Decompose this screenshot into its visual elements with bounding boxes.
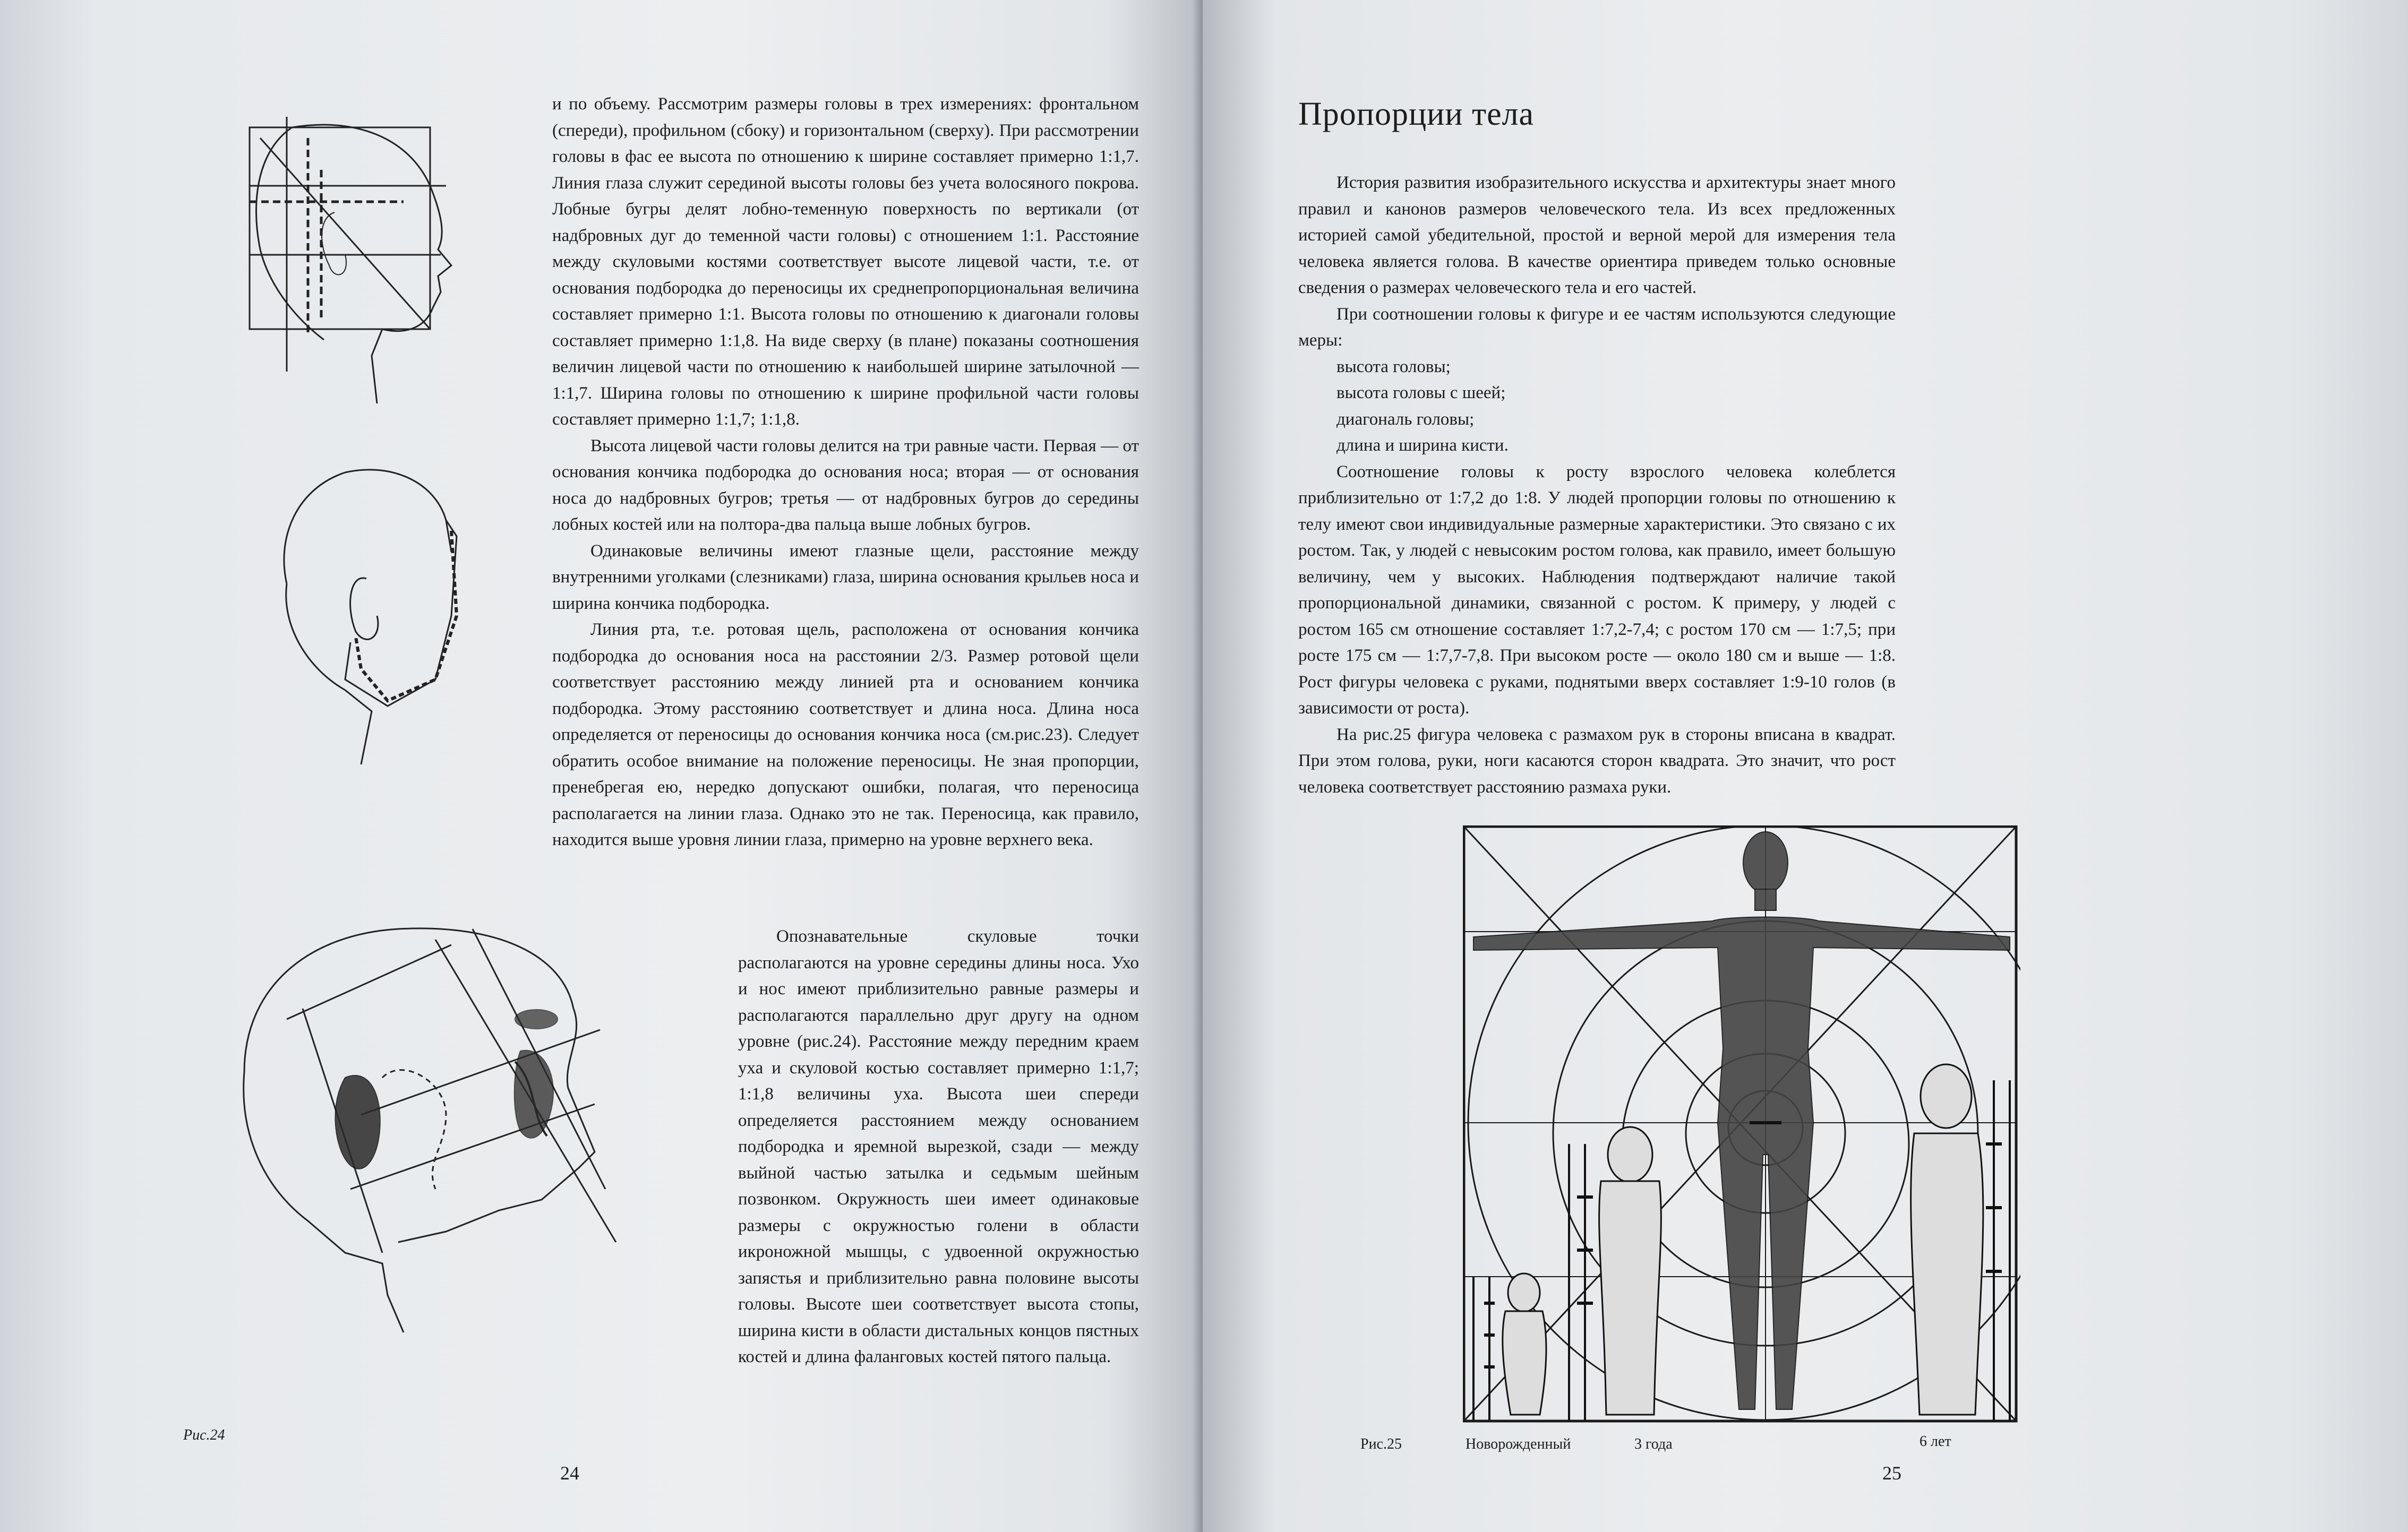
page-title: Пропорции тела <box>1298 96 1535 132</box>
list-item: диагональ головы; <box>1336 409 1475 429</box>
figure-head-profile-grid <box>228 106 483 403</box>
list-item: длина и ширина кисти. <box>1336 436 1509 455</box>
right-text-column <box>1298 170 1896 801</box>
paragraph: Опознавательные скуловые точки располагаются на уровне середины длины носа. Ухо и нос имеют приблизительно равные размеры и располагаются параллельно друг другу на одном уровне (рис.24). Расстояние между передним краем уха и скуловой костью составляет примерно 1:1,7; 1:1,8 величины уха. Высота шеи спереди определяется расстоянием между основанием подбородка и яремной вырезкой, сзади — между выйной частью затылка и седьмым шейным позвонком. Окружность шеи имеет одинаковые размеры с окружностью голени в области икроножной мышцы, с удвоенной окружностью запястья и приблизительно равна половине высоты головы. Высоте шеи соответствует высота стопы, ширина кисти в области дистальных концов пястных костей и длина фаланговых костей пятого пальца. <box>738 927 1139 1366</box>
figure-label-6-years: 6 лет <box>1919 1433 1951 1450</box>
left-text-column-lower <box>738 924 1139 1371</box>
paragraph: Высота лицевой части головы делится на три равные части. Первая — от основания кончика подбородка до основания носа; вторая — от основания носа до надбровных бугров; третья — от надбровных бугров до середины лобных костей или на полтора-два пальца выше лобных бугров. <box>552 436 1139 534</box>
figure-head-back-profile <box>255 457 478 775</box>
figure-label-3-years: 3 года <box>1634 1436 1673 1452</box>
list-item: высота головы; <box>1336 357 1451 376</box>
figure-caption: Рис.25 <box>1360 1436 1402 1452</box>
left-page <box>0 0 1203 1532</box>
list-item: высота головы с шеей; <box>1336 383 1506 402</box>
paragraph: Соотношение головы к росту взрослого человека колеблется приблизительно от 1:7,2 до 1:8. У людей пропорции головы по отношению к телу имеют свои индивидуальные размерные характеристики. Это связано с их ростом. Так, у людей с невысоким ростом голова, как правило, имеет большую величину, чем у высоких. Наблюдения подтверждают наличие такой пропорциональной динамики, связанной с ростом. К примеру, у людей с ростом 165 см отношение составляет 1:7,2-7,4; с ростом 170 см — 1:7,5; при росте 175 см — 1:7,7-7,8. При высоком росте — около 180 см и выше — 1:8. Рост фигуры человека с руками, поднятыми вверх составляет 1:9-10 голов (в зависимости от роста). <box>1298 462 1896 718</box>
figure-body-proportions <box>1463 825 2020 1431</box>
paragraph: и по объему. Рассмотрим размеры головы в трех измерениях: фронтальном (спереди), профильном (сбоку) и горизонтальном (сверху). При рассмотрении головы в фас ее высота по отношению к ширине составляет примерно 1:1,7. Линия глаза служит серединой высоты головы без учета волосяного покрова. Лобные бугры делят лобно-теменную поверхность по вертикали (от надбровных дуг до теменной части головы) с отношением 1:1. Расстояние между скуловыми костями соответствует высоте лицевой части, т.е. от основания подбородка до переносицы их среднепропорциональная величина составляет примерно 1:1. Высота головы по отношению к диагонали головы составляет примерно 1:1,8. На виде сверху (в плане) показаны соотношения величин лицевой части по отношению к наибольшей ширине затылочной — 1:1,7. Ширина головы по отношению к ширине профильной части головы составляет примерно 1:1,7; 1:1,8. <box>552 94 1139 429</box>
paragraph: На рис.25 фигура человека с размахом рук в стороны вписана в квадрат. При этом голова, руки, ноги касаются сторон квадрата. Это значит, что рост человека соответствует расстоянию размаха руки. <box>1298 725 1896 797</box>
page-number: 25 <box>1882 1462 1901 1484</box>
page-number: 24 <box>560 1462 579 1484</box>
paragraph: При соотношении головы к фигуре и ее частям используются следующие меры: <box>1298 304 1896 350</box>
figure-label-newborn: Новорожденный <box>1466 1436 1571 1452</box>
paragraph: Линия рта, т.е. ротовая щель, расположена от основания кончика подбородка до основания носа на расстоянии 2/3. Размер ротовой щели соответствует расстоянию между линией рта и основанием кончика подбородка. Этому расстоянию соответствует и длина носа. Длина носа определяется от переносицы до основания кончика носа (см.рис.23). Следует обратить особое внимание на положение переносицы. Не зная пропорции, пренебрегая ею, нередко допускают ошибки, полагая, что переносица располагается на линии глаза. Однако это не так. Переносица, как правило, находится выше уровня линии глаза, примерно на уровне верхнего века. <box>552 620 1139 849</box>
paragraph: История развития изобразительного искусства и архитектуры знает много правил и канонов размеров человеческого тела. Из всех предложенных историей самой убедительной, простой и верной мерой для измерения тела человека является голова. В качестве ориентира приведем только основные сведения о размерах человеческого тела и его частей. <box>1298 173 1896 297</box>
figure-caption: Рис.24 <box>183 1427 225 1443</box>
paragraph: Одинаковые величины имеют глазные щели, расстояние между внутренними уголками (слезниками) глаза, ширина основания крыльев носа и ширина кончика подбородка. <box>552 541 1139 613</box>
figure-head-ear-nose <box>223 913 627 1348</box>
left-text-column <box>552 91 1139 854</box>
